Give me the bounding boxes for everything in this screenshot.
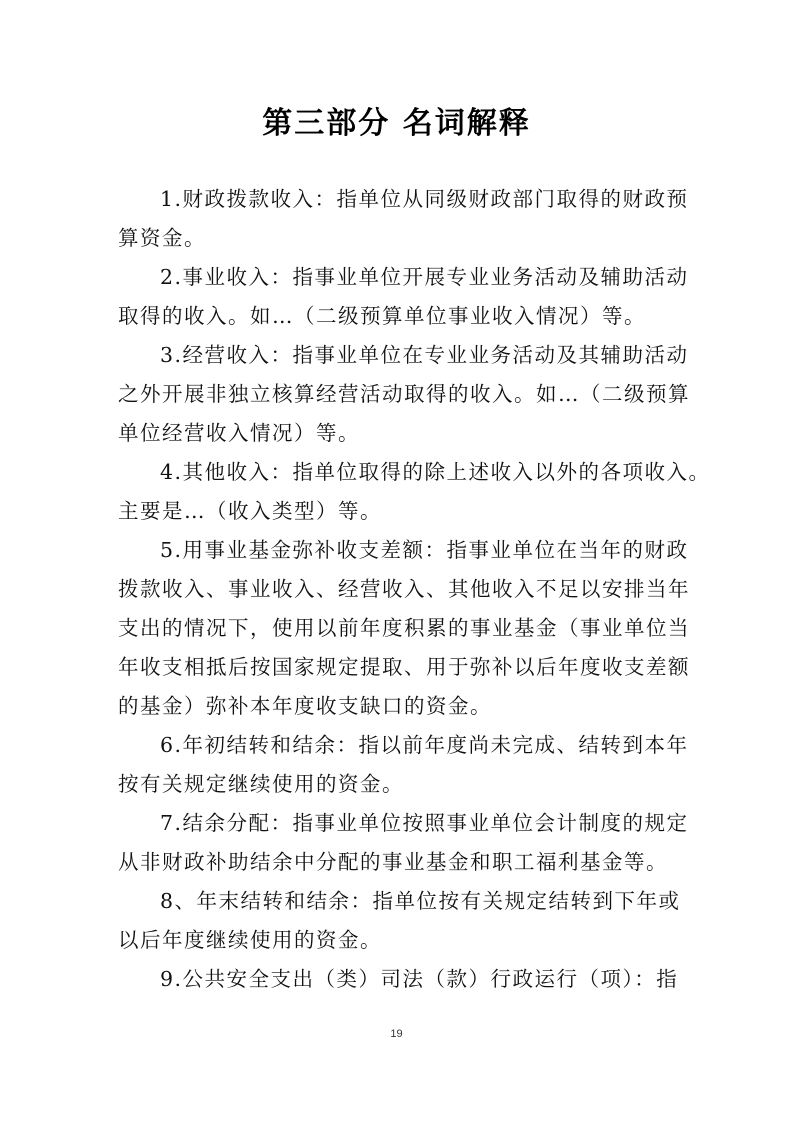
paragraph-line: 1.财政拨款收入：指单位从同级财政部门取得的财政预 — [160, 187, 689, 211]
paragraph-line: 之外开展非独立核算经营活动取得的收入。如…（二级预算 — [118, 382, 690, 406]
paragraph-line: 7.结余分配：指事业单位按照事业单位会计制度的规定 — [160, 811, 689, 835]
paragraph-line: 8、年末结转和结余：指单位按有关规定结转到下年或 — [160, 889, 681, 913]
paragraph-line: 算资金。 — [118, 226, 206, 250]
paragraph-line: 3.经营收入：指事业单位在专业业务活动及其辅助活动 — [160, 343, 689, 367]
paragraph-line: 取得的收入。如…（二级预算单位事业收入情况）等。 — [118, 304, 646, 328]
paragraph-line: 从非财政补助结余中分配的事业基金和职工福利基金等。 — [118, 850, 668, 874]
paragraph-line: 的基金）弥补本年度收支缺口的资金。 — [118, 694, 492, 718]
paragraph-line: 主要是…（收入类型）等。 — [118, 499, 382, 523]
paragraph-line: 单位经营收入情况）等。 — [118, 421, 360, 445]
paragraph-line: 支出的情况下，使用以前年度积累的事业基金（事业单位当 — [118, 616, 690, 640]
paragraph-line: 5.用事业基金弥补收支差额：指事业单位在当年的财政 — [160, 538, 689, 562]
paragraph-line: 6.年初结转和结余：指以前年度尚未完成、结转到本年 — [160, 733, 689, 757]
body-text — [118, 180, 711, 999]
page-title: 第三部分 名词解释 — [262, 106, 531, 141]
paragraph-line: 以后年度继续使用的资金。 — [118, 928, 382, 952]
page-number: 19 — [390, 1028, 403, 1040]
paragraph-line: 年收支相抵后按国家规定提取、用于弥补以后年度收支差额 — [118, 655, 690, 679]
paragraph-line: 9.公共安全支出（类）司法（款）行政运行（项）：指 — [160, 967, 679, 991]
paragraph-line: 2.事业收入：指事业单位开展专业业务活动及辅助活动 — [160, 265, 689, 289]
paragraph-line: 拨款收入、事业收入、经营收入、其他收入不足以安排当年 — [118, 577, 690, 601]
paragraph-line: 按有关规定继续使用的资金。 — [118, 772, 404, 796]
paragraph-line: 4.其他收入：指单位取得的除上述收入以外的各项收入。 — [160, 460, 711, 484]
